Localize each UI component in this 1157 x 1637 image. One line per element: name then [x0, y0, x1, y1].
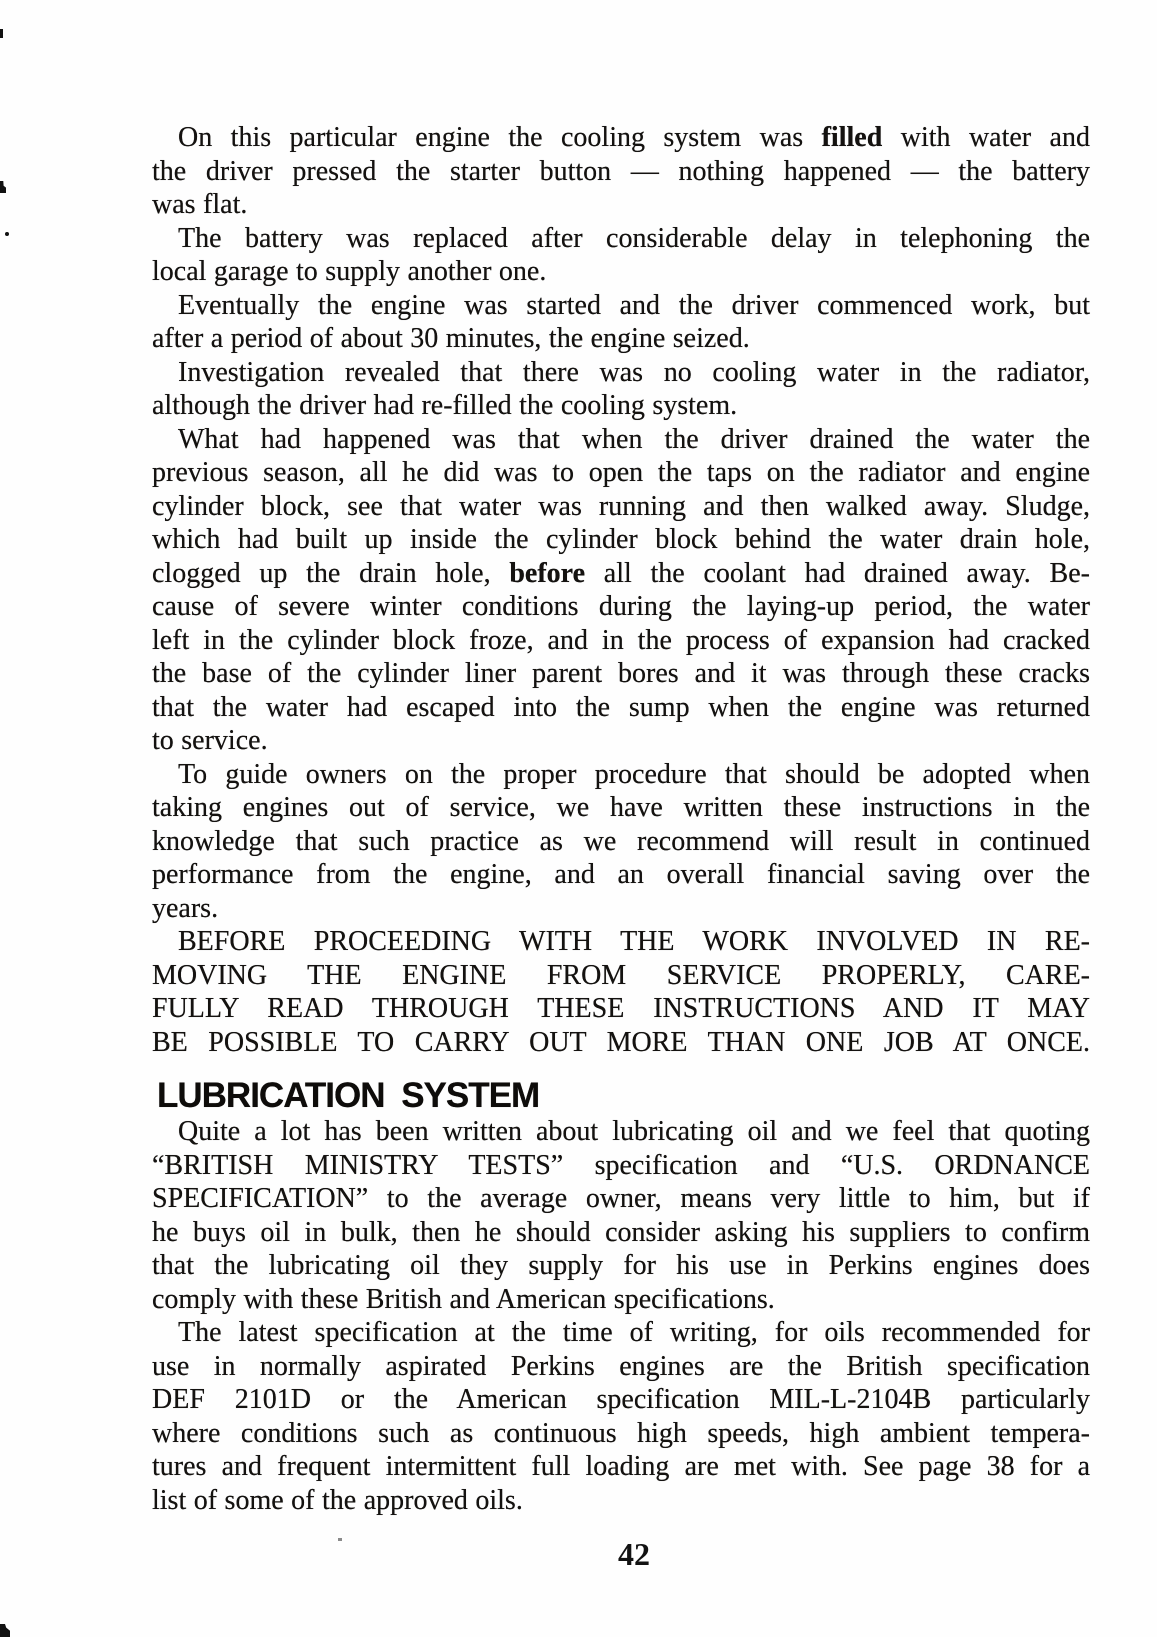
text-line: list of some of the approved oils. — [152, 1484, 523, 1516]
text-line: the base of the cylinder liner parent bores and it was through these cracks — [152, 658, 1090, 689]
text-line: knowledge that such practice as we recommend will result in continued — [152, 825, 1090, 857]
body-text-bottom — [152, 1115, 1090, 1517]
text-line: performance from the engine, and an overall financial saving over the — [152, 859, 1090, 890]
text-line: What had happened was that when the driver drained the water the — [178, 423, 1090, 455]
text-line: BEFORE PROCEEDING WITH THE WORK INVOLVED IN RE- — [178, 926, 1090, 957]
page-text-column — [152, 121, 1090, 1517]
text-line: comply with these British and American specifications. — [152, 1283, 775, 1315]
text-line: Eventually the engine was started and the driver commenced work, but — [178, 289, 1090, 321]
text-line: cylinder block, see that water was running and then walked away. Sludge, — [152, 490, 1090, 522]
text-line: previous season, all he did was to open the taps on the radiator and engine — [152, 457, 1090, 488]
text-line: FULLY READ THROUGH THESE INSTRUCTIONS AND IT MAY — [152, 993, 1090, 1024]
text-line: he buys oil in bulk, then he should consider asking his suppliers to confirm — [152, 1216, 1090, 1248]
text-line: cause of severe winter conditions during the laying-up period, the water — [152, 591, 1090, 622]
text-line: DEF 2101D or the American specification MIL-L-2104B particularly — [152, 1384, 1090, 1415]
text-line: clogged up the drain hole, before all the coolant had drained away. Be- — [152, 557, 1090, 589]
text-line: “BRITISH MINISTRY TESTS” specification and “U.S. ORDNANCE — [152, 1149, 1090, 1181]
text-line: Investigation revealed that there was no cooling water in the radiator, — [178, 356, 1090, 388]
scan-mark-left-edge-dot — [5, 232, 9, 236]
text-line: where conditions such as continuous high speeds, high ambient tempera- — [152, 1417, 1090, 1449]
scan-mark-left-edge-fragment — [0, 181, 6, 193]
text-line: The latest specification at the time of writing, for oils recommended for — [178, 1317, 1090, 1348]
text-line: although the driver had re-filled the cooling system. — [152, 390, 738, 421]
text-line: SPECIFICATION” to the average owner, means very little to him, but if — [152, 1183, 1090, 1214]
text-line: to service. — [152, 725, 268, 756]
text-line: that the lubricating oil they supply for his use in Perkins engines does — [152, 1250, 1090, 1281]
text-line: tures and frequent intermittent full loading are met with. See page 38 for a — [152, 1451, 1090, 1482]
text-line: The battery was replaced after considerable delay in telephoning the — [178, 222, 1090, 254]
text-line: after a period of about 30 minutes, the engine seized. — [152, 323, 750, 354]
text-line: BE POSSIBLE TO CARRY OUT MORE THAN ONE JOB AT ONCE. — [152, 1026, 1090, 1058]
text-line: use in normally aspirated Perkins engines are the British specification — [152, 1350, 1090, 1382]
text-line: left in the cylinder block froze, and in the process of expansion had cracked — [152, 624, 1090, 656]
section-heading: LUBRICATION SYSTEM — [157, 1076, 540, 1115]
text-line: To guide owners on the proper procedure that should be adopted when — [178, 758, 1090, 790]
text-line: On this particular engine the cooling system was filled with water and — [178, 122, 1090, 153]
body-text-top — [152, 121, 1090, 1059]
text-line: MOVING THE ENGINE FROM SERVICE PROPERLY, CARE- — [152, 959, 1090, 991]
text-line: years. — [152, 892, 219, 924]
text-line: was flat. — [152, 189, 248, 220]
scan-mark-footer-speck — [338, 1538, 342, 1541]
text-line: local garage to supply another one. — [152, 256, 547, 287]
scan-mark-left-edge-tick — [0, 29, 3, 38]
text-line: Quite a lot has been written about lubricating oil and we feel that quoting — [178, 1116, 1090, 1147]
text-line: taking engines out of service, we have written these instructions in the — [152, 792, 1090, 823]
text-line: that the water had escaped into the sump when the engine was returned — [152, 691, 1090, 723]
scan-mark-bottom-corner-ink-blot — [0, 1624, 10, 1637]
page-number: 42 — [618, 1536, 650, 1572]
text-line: which had built up inside the cylinder block behind the water drain hole, — [152, 524, 1090, 555]
text-line: the driver pressed the starter button — nothing happened — the battery — [152, 155, 1090, 187]
